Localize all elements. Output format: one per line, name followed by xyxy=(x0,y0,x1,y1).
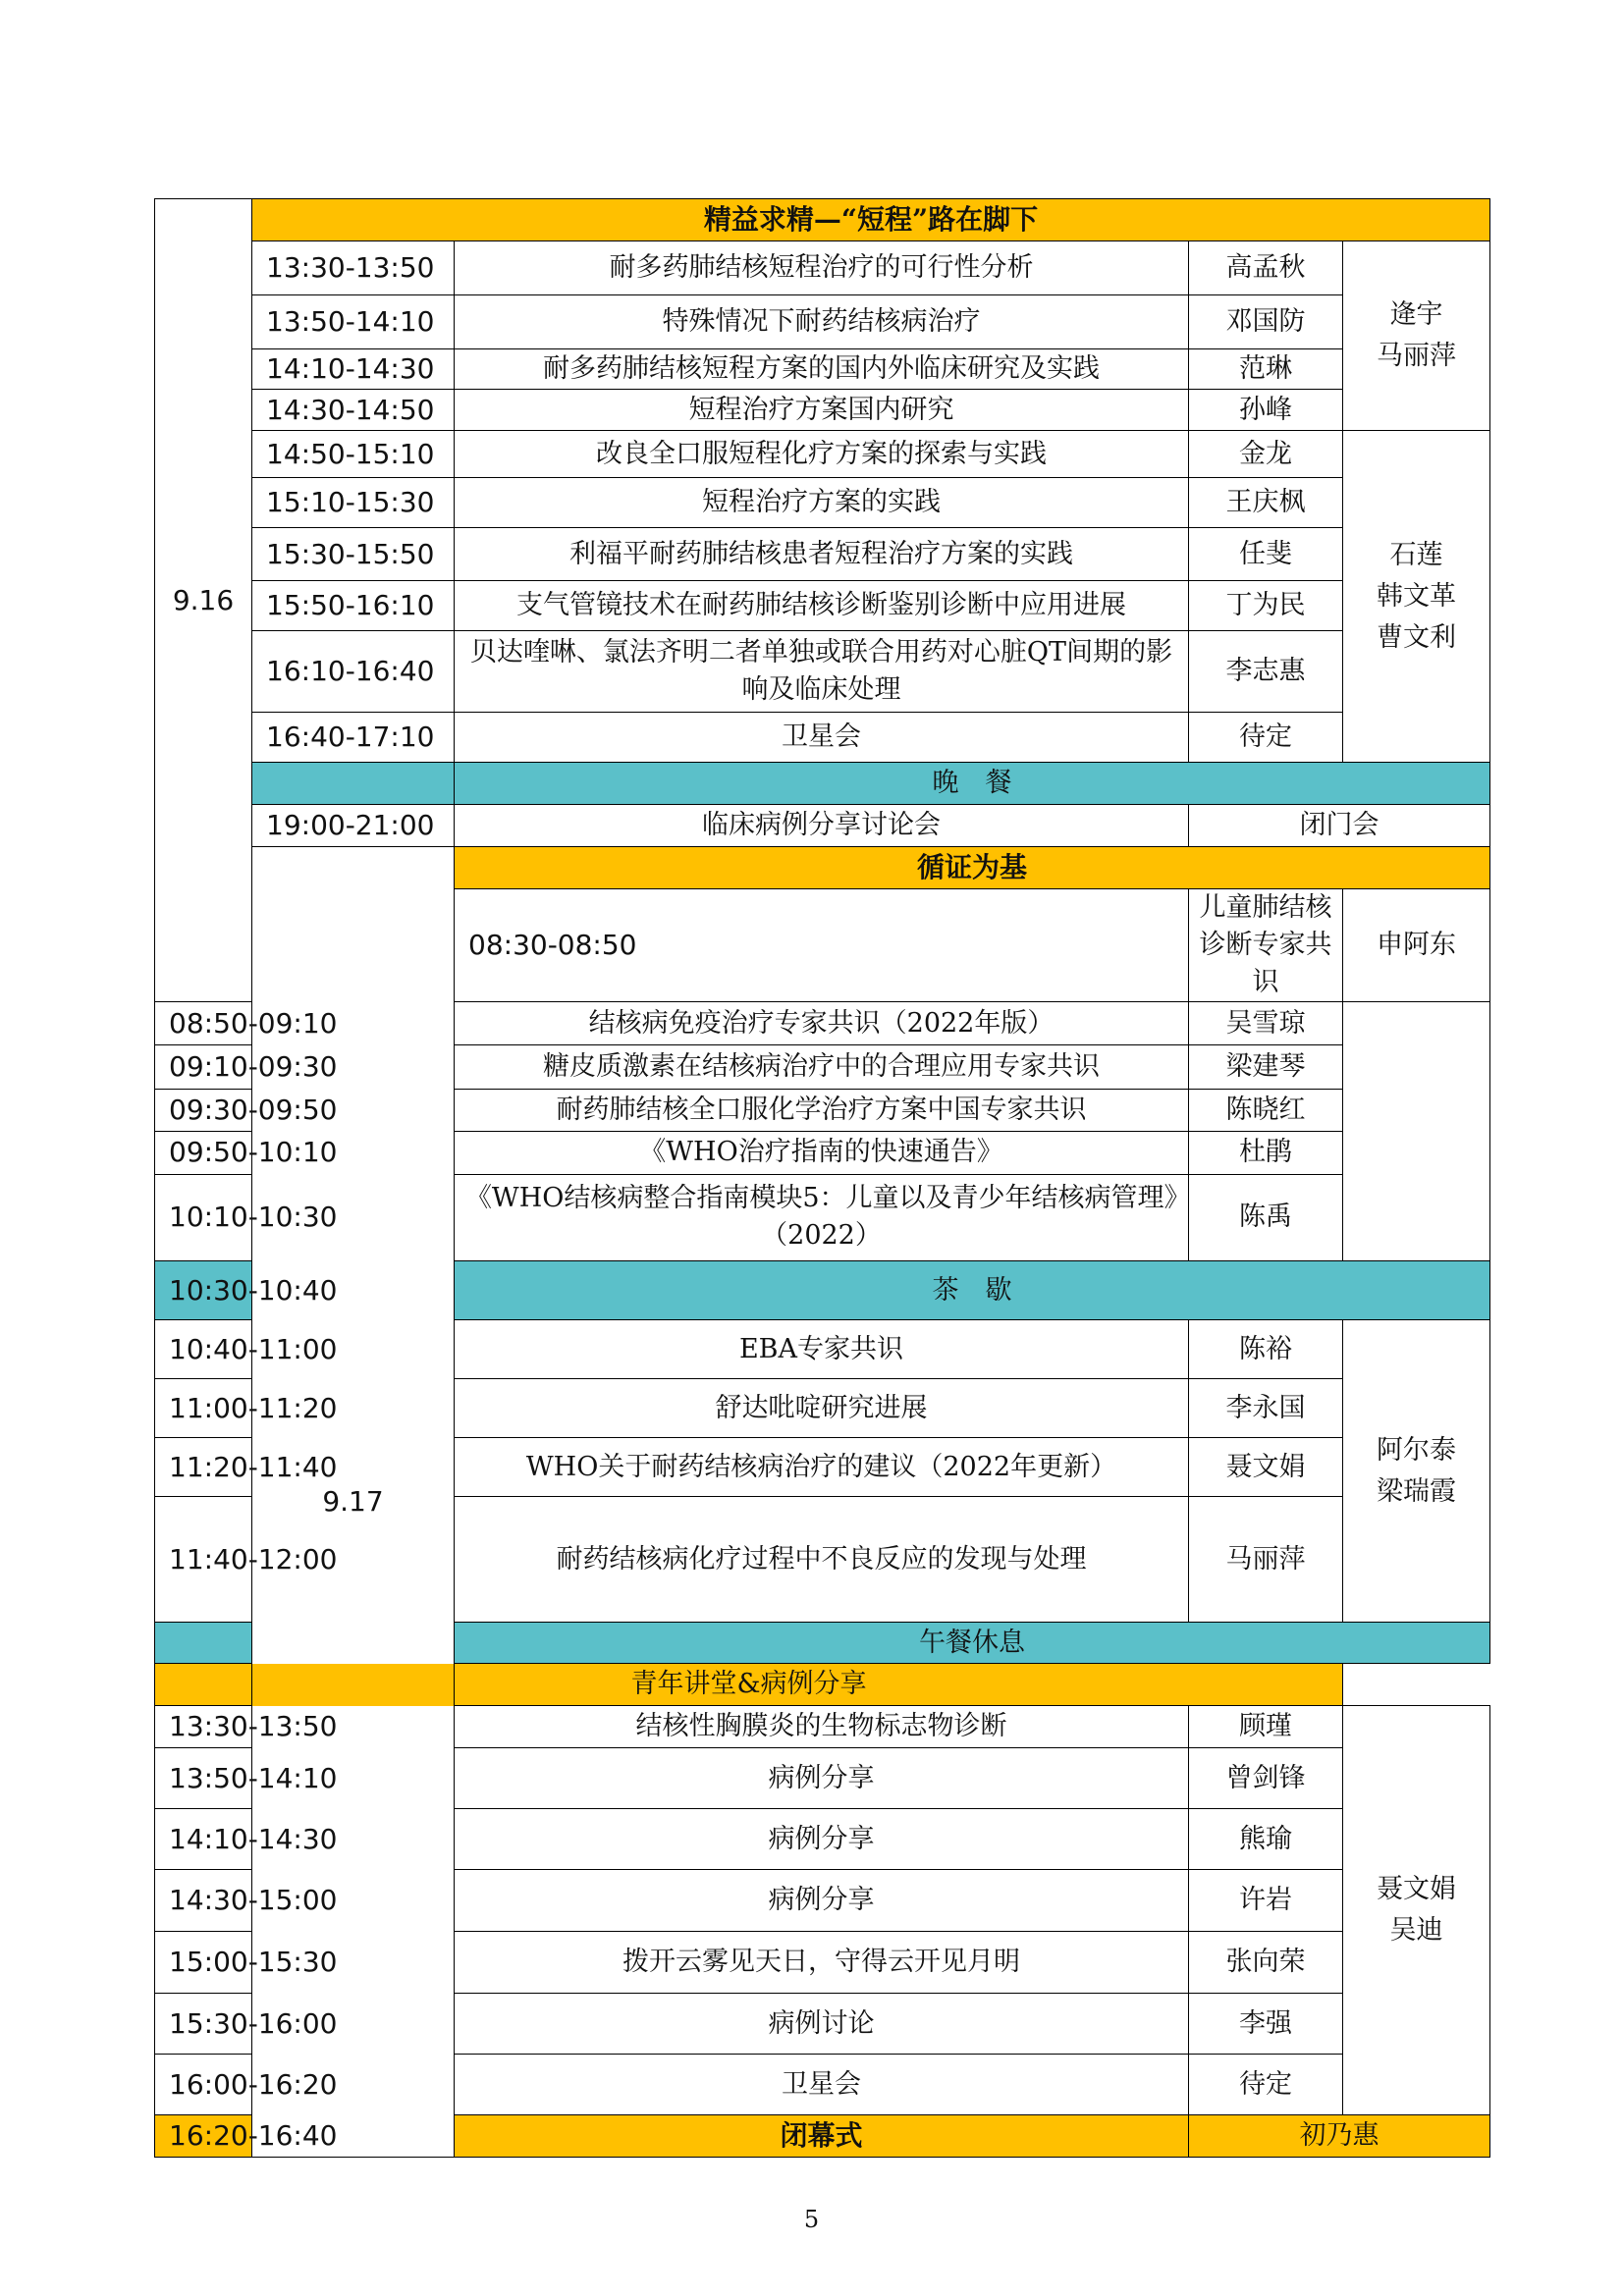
speaker-cell: 初乃惠 xyxy=(1189,2115,1490,2158)
time-cell: 13:30-13:50 xyxy=(155,1706,252,1748)
topic-cell: 利福平耐药肺结核患者短程治疗方案的实践 xyxy=(455,528,1189,581)
table-row xyxy=(155,349,1490,390)
topic-cell: 《WHO治疗指南的快速通告》 xyxy=(455,1131,1189,1174)
break-label: 午餐休息 xyxy=(455,1623,1490,1664)
break-label: 茶 歇 xyxy=(455,1261,1490,1320)
time-cell: 16:10-16:40 xyxy=(252,631,455,713)
speaker-cell: 王庆枫 xyxy=(1189,478,1343,528)
moderator-name: 聂文娟 xyxy=(1377,1874,1457,1904)
time-cell: 15:10-15:30 xyxy=(252,478,455,528)
table-row xyxy=(155,805,1490,847)
time-cell: 16:00-16:20 xyxy=(155,2055,252,2115)
topic-cell: 支气管镜技术在耐药肺结核诊断鉴别诊断中应用进展 xyxy=(455,581,1189,631)
time-cell: 09:30-09:50 xyxy=(155,1089,252,1131)
topic-cell: 卫星会 xyxy=(455,2055,1189,2115)
time-cell: 15:50-16:10 xyxy=(252,581,455,631)
speaker-cell: 陈禹 xyxy=(1189,1174,1343,1260)
time-cell: 08:30-08:50 xyxy=(455,889,1189,1002)
speaker-cell: 申阿东 xyxy=(1343,889,1490,1002)
section-title: 青年讲堂&病例分享 xyxy=(155,1664,1343,1706)
topic-cell: 病例分享 xyxy=(455,1748,1189,1809)
speaker-cell: 吴雪琼 xyxy=(1189,1002,1343,1045)
speaker-cell: 待定 xyxy=(1189,713,1343,763)
break-label: 晚 餐 xyxy=(455,763,1490,805)
moderator-name: 阿尔泰 xyxy=(1377,1434,1457,1466)
moderator-cell xyxy=(1343,1706,1490,2115)
agenda-table xyxy=(154,198,1490,2158)
time-cell: 19:00-21:00 xyxy=(252,805,455,847)
topic-cell: 《WHO结核病整合指南模块5：儿童以及青少年结核病管理》（2022） xyxy=(455,1174,1189,1260)
table-row xyxy=(155,478,1490,528)
topic-cell: 耐多药肺结核短程方案的国内外临床研究及实践 xyxy=(455,349,1189,390)
speaker-cell: 陈晓红 xyxy=(1189,1089,1343,1131)
time-cell: 11:40-12:00 xyxy=(155,1497,252,1623)
speaker-cell: 李强 xyxy=(1189,1994,1343,2055)
topic-cell: 耐多药肺结核短程治疗的可行性分析 xyxy=(455,241,1189,295)
topic-cell: 儿童肺结核诊断专家共识 xyxy=(1189,889,1343,1002)
topic-cell: 拨开云雾见天日，守得云开见月明 xyxy=(455,1932,1189,1994)
moderator-cell xyxy=(1343,431,1490,763)
time-cell: 11:20-11:40 xyxy=(155,1438,252,1497)
table-row xyxy=(155,390,1490,431)
table-row xyxy=(155,295,1490,349)
table-row xyxy=(155,581,1490,631)
time-cell: 10:30-10:40 xyxy=(155,1261,252,1320)
topic-cell: 病例分享 xyxy=(455,1870,1189,1932)
speaker-cell: 曾剑锋 xyxy=(1189,1748,1343,1809)
section-header-row xyxy=(155,199,1490,241)
time-cell: 14:10-14:30 xyxy=(155,1809,252,1870)
speaker-cell: 许岩 xyxy=(1189,1870,1343,1932)
time-cell: 16:40-17:10 xyxy=(252,713,455,763)
topic-cell: 耐药肺结核全口服化学治疗方案中国专家共识 xyxy=(455,1089,1189,1131)
section-header-row xyxy=(155,1664,1490,1706)
date-cell: 9.17 xyxy=(252,847,455,2158)
table-row xyxy=(155,631,1490,713)
table-row xyxy=(155,431,1490,478)
speaker-cell: 范琳 xyxy=(1189,349,1343,390)
break-row xyxy=(155,763,1490,805)
moderator-name: 曹文利 xyxy=(1377,621,1457,653)
table-row xyxy=(155,241,1490,295)
date-cell: 9.16 xyxy=(155,199,252,1002)
time-cell: 11:00-11:20 xyxy=(155,1379,252,1438)
topic-cell: 病例讨论 xyxy=(455,1994,1189,2055)
speaker-cell: 杜鹃 xyxy=(1189,1131,1343,1174)
time-cell: 13:30-13:50 xyxy=(252,241,455,295)
topic-cell: 贝达喹啉、氯法齐明二者单独或联合用药对心脏QT间期的影响及临床处理 xyxy=(455,631,1189,713)
topic-cell: 糖皮质激素在结核病治疗中的合理应用专家共识 xyxy=(455,1045,1189,1089)
topic-cell: 短程治疗方案的实践 xyxy=(455,478,1189,528)
moderator-name: 逄宇 xyxy=(1389,299,1443,330)
break-time-cell xyxy=(252,763,455,805)
moderator-name: 吴迪 xyxy=(1389,1915,1443,1946)
speaker-cell: 李志惠 xyxy=(1189,631,1343,713)
speaker-cell: 陈裕 xyxy=(1189,1320,1343,1379)
time-cell: 10:10-10:30 xyxy=(155,1174,252,1260)
topic-cell: 临床病例分享讨论会 xyxy=(455,805,1189,847)
time-cell: 16:20-16:40 xyxy=(155,2115,252,2158)
speaker-cell: 聂文娟 xyxy=(1189,1438,1343,1497)
section-header-row xyxy=(155,847,1490,889)
page-number: 5 xyxy=(803,2206,820,2233)
topic-cell: 结核性胸膜炎的生物标志物诊断 xyxy=(455,1706,1189,1748)
time-cell: 14:50-15:10 xyxy=(252,431,455,478)
moderator-cell xyxy=(1343,241,1490,431)
speaker-cell: 马丽萍 xyxy=(1189,1497,1343,1623)
speaker-cell: 丁为民 xyxy=(1189,581,1343,631)
time-cell: 15:30-15:50 xyxy=(252,528,455,581)
time-cell: 09:10-09:30 xyxy=(155,1045,252,1089)
speaker-cell: 李永国 xyxy=(1189,1379,1343,1438)
topic-cell: 舒达吡啶研究进展 xyxy=(455,1379,1189,1438)
topic-cell: 病例分享 xyxy=(455,1809,1189,1870)
moderator-name: 梁瑞霞 xyxy=(1377,1475,1457,1507)
topic-cell: 结核病免疫治疗专家共识（2022年版） xyxy=(455,1002,1189,1045)
time-cell: 14:10-14:30 xyxy=(252,349,455,390)
speaker-cell: 孙峰 xyxy=(1189,390,1343,431)
time-cell: 15:00-15:30 xyxy=(155,1932,252,1994)
time-cell: 15:30-16:00 xyxy=(155,1994,252,2055)
topic-cell: 耐药结核病化疗过程中不良反应的发现与处理 xyxy=(455,1497,1189,1623)
speaker-cell: 闭门会 xyxy=(1189,805,1490,847)
topic-cell: 改良全口服短程化疗方案的探索与实践 xyxy=(455,431,1189,478)
topic-cell: 短程治疗方案国内研究 xyxy=(455,390,1189,431)
time-cell: 14:30-14:50 xyxy=(252,390,455,431)
topic-cell: WHO关于耐药结核病治疗的建议（2022年更新） xyxy=(455,1438,1189,1497)
table-row xyxy=(155,528,1490,581)
speaker-cell: 熊瑜 xyxy=(1189,1809,1343,1870)
moderator-name: 韩文革 xyxy=(1377,580,1457,612)
speaker-cell: 梁建琴 xyxy=(1189,1045,1343,1089)
time-cell: 10:40-11:00 xyxy=(155,1320,252,1379)
closing-label: 闭幕式 xyxy=(455,2115,1189,2158)
time-cell: 13:50-14:10 xyxy=(155,1748,252,1809)
topic-cell: 特殊情况下耐药结核病治疗 xyxy=(455,295,1189,349)
speaker-cell: 待定 xyxy=(1189,2055,1343,2115)
break-time-cell xyxy=(155,1623,252,1664)
speaker-cell: 金龙 xyxy=(1189,431,1343,478)
speaker-cell: 任斐 xyxy=(1189,528,1343,581)
section-title: 循证为基 xyxy=(455,847,1490,889)
speaker-cell: 邓国防 xyxy=(1189,295,1343,349)
table-row xyxy=(155,713,1490,763)
time-cell: 09:50-10:10 xyxy=(155,1131,252,1174)
moderator-name: 石莲 xyxy=(1389,539,1443,570)
time-cell: 14:30-15:00 xyxy=(155,1870,252,1932)
time-cell: 13:50-14:10 xyxy=(252,295,455,349)
speaker-cell: 张向荣 xyxy=(1189,1932,1343,1994)
time-cell: 08:50-09:10 xyxy=(155,1002,252,1045)
topic-cell: 卫星会 xyxy=(455,713,1189,763)
moderator-cell xyxy=(1343,1320,1490,1623)
moderator-name: 马丽萍 xyxy=(1377,341,1457,371)
speaker-cell: 高孟秋 xyxy=(1189,241,1343,295)
topic-cell: EBA专家共识 xyxy=(455,1320,1189,1379)
speaker-cell: 顾瑾 xyxy=(1189,1706,1343,1748)
section-title: 精益求精—“短程”路在脚下 xyxy=(252,199,1490,241)
